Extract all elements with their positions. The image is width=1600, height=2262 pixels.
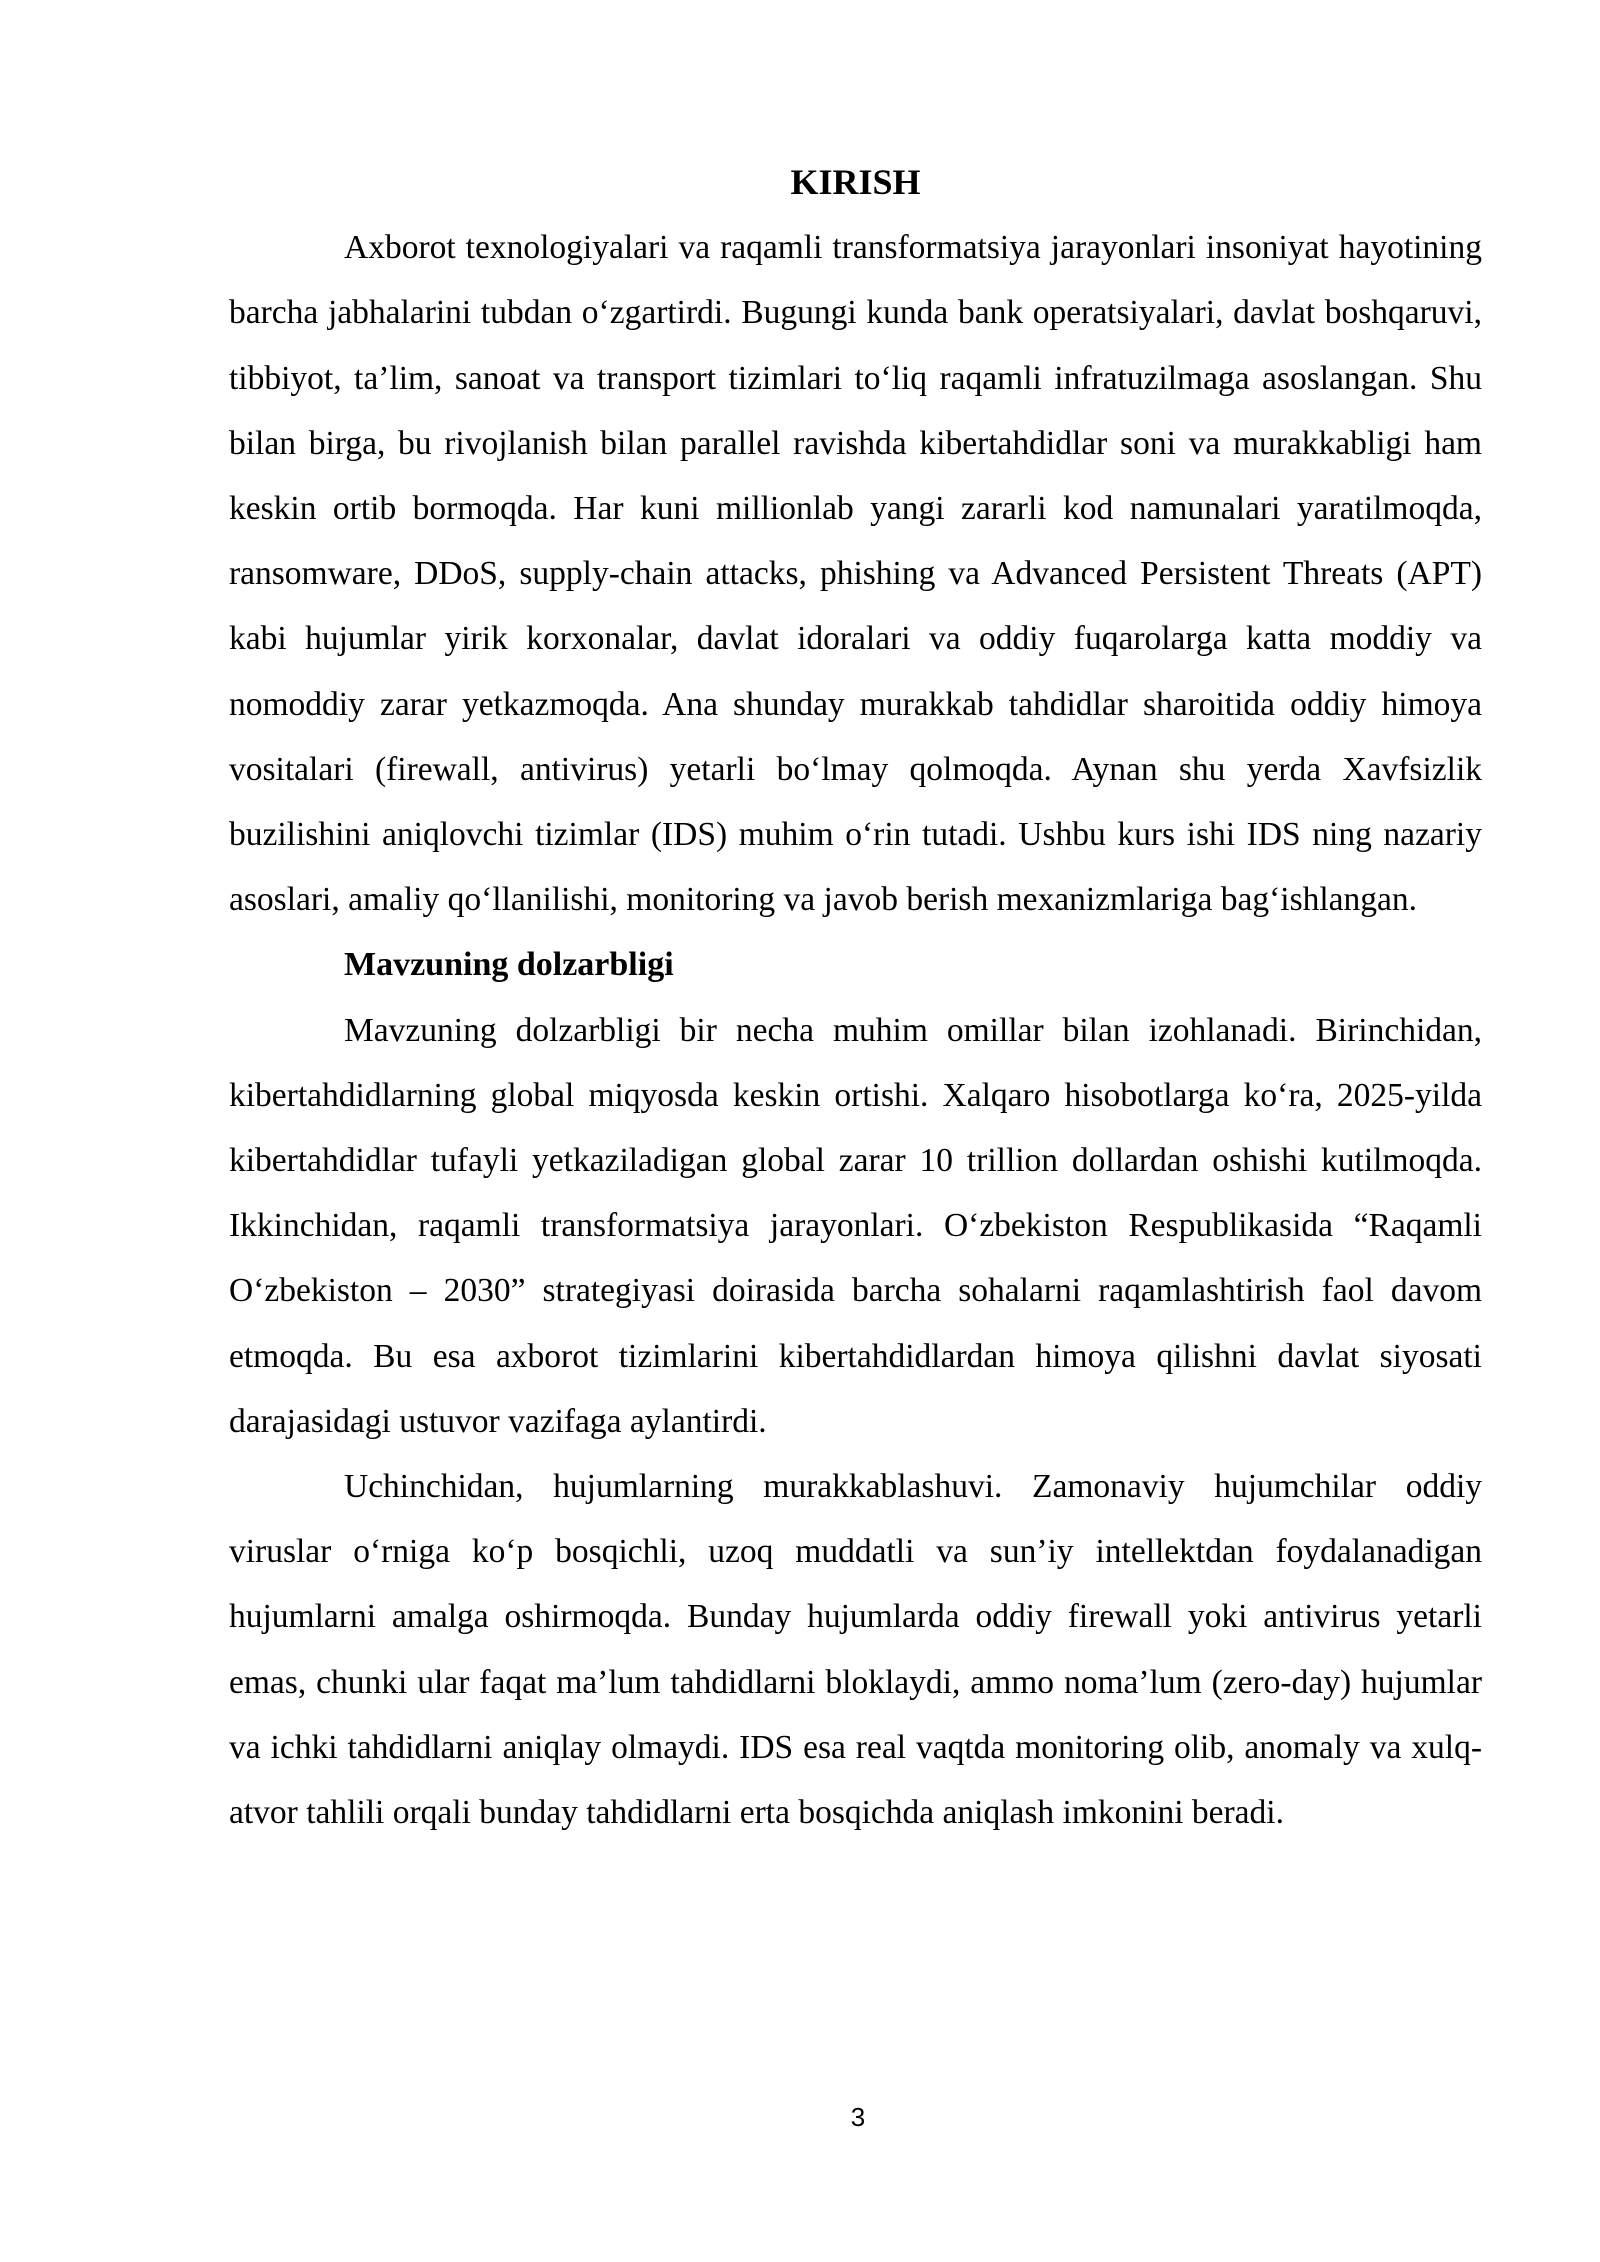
section-title: KIRISH <box>790 162 921 202</box>
relevance-paragraph-2: Uchinchidan, hujumlarning murakkablashuvi. Zamonaviy hujumchilar oddiy viruslar o‘rniga ko‘p bosqichli, uzoq muddatli va sun’iy intellektdan foydalanadigan hujumlarni amalga oshirmoqda. Bunday hujumlarda oddiy firewall yoki antivirus yetarli emas, chunki ular faqat ma’lum tahdidlarni bloklaydi, ammo noma’lum (zero-day) hujumlar va ichki tahdidlarni aniqlay olmaydi. IDS esa real vaqtda monitoring olib, anomaly va xulq-atvor tahlili orqali bunday tahdidlarni erta bosqichda aniqlash imkonini beradi. <box>229 1468 1482 1832</box>
subsection-title: Mavzuning dolzarbligi <box>344 946 674 984</box>
relevance-paragraph-1: Mavzuning dolzarbligi bir necha muhim omillar bilan izohlanadi. Birinchidan, kibertahdidlarning global miqyosda keskin ortishi. Xalqaro hisobotlarga ko‘ra, 2025-yilda kibertahdidlar tufayli yetkaziladigan global zarar 10 trillion dollardan oshishi kutilmoqda. Ikkinchidan, raqamli transformatsiya jarayonlari. O‘zbekiston Respublikasida “Raqamli O‘zbekiston – 2030” strategiyasi doirasida barcha sohalarni raqamlashtirish faol davom etmoqda. Bu esa axborot tizimlarini kibertahdidlardan himoya qilishni davlat siyosati darajasidagi ustuvor vazifaga aylantirdi. <box>229 1011 1482 1440</box>
document-page <box>229 150 1482 1845</box>
intro-paragraph: Axborot texnologiyalari va raqamli transformatsiya jarayonlari insoniyat hayotining barcha jabhalarini tubdan o‘zgartirdi. Bugungi kunda bank operatsiyalari, davlat boshqaruvi, tibbiyot, ta’lim, sanoat va transport tizimlari to‘liq raqamli infratuzilmaga asoslangan. Shu bilan birga, bu rivojlanish bilan parallel ravishda kibertahdidlar soni va murakkabligi ham keskin ortib bormoqda. Har kuni millionlab yangi zararli kod namunalari yaratilmoqda, ransomware, DDoS, supply-chain attacks, phishing va Advanced Persistent Threats (APT) kabi hujumlar yirik korxonalar, davlat idoralari va oddiy fuqarolarga katta moddiy va nomoddiy zarar yetkazmoqda. Ana shunday murakkab tahdidlar sharoitida oddiy himoya vositalari (firewall, antivirus) yetarli bo‘lmay qolmoqda. Aynan shu yerda Xavfsizlik buzilishini aniqlovchi tizimlar (IDS) muhim o‘rin tutadi. Ushbu kurs ishi IDS ning nazariy asoslari, amaliy qo‘llanilishi, monitoring va javob berish mexanizmlariga bag‘ishlangan. <box>229 229 1482 919</box>
page-number: 3 <box>850 2102 866 2132</box>
